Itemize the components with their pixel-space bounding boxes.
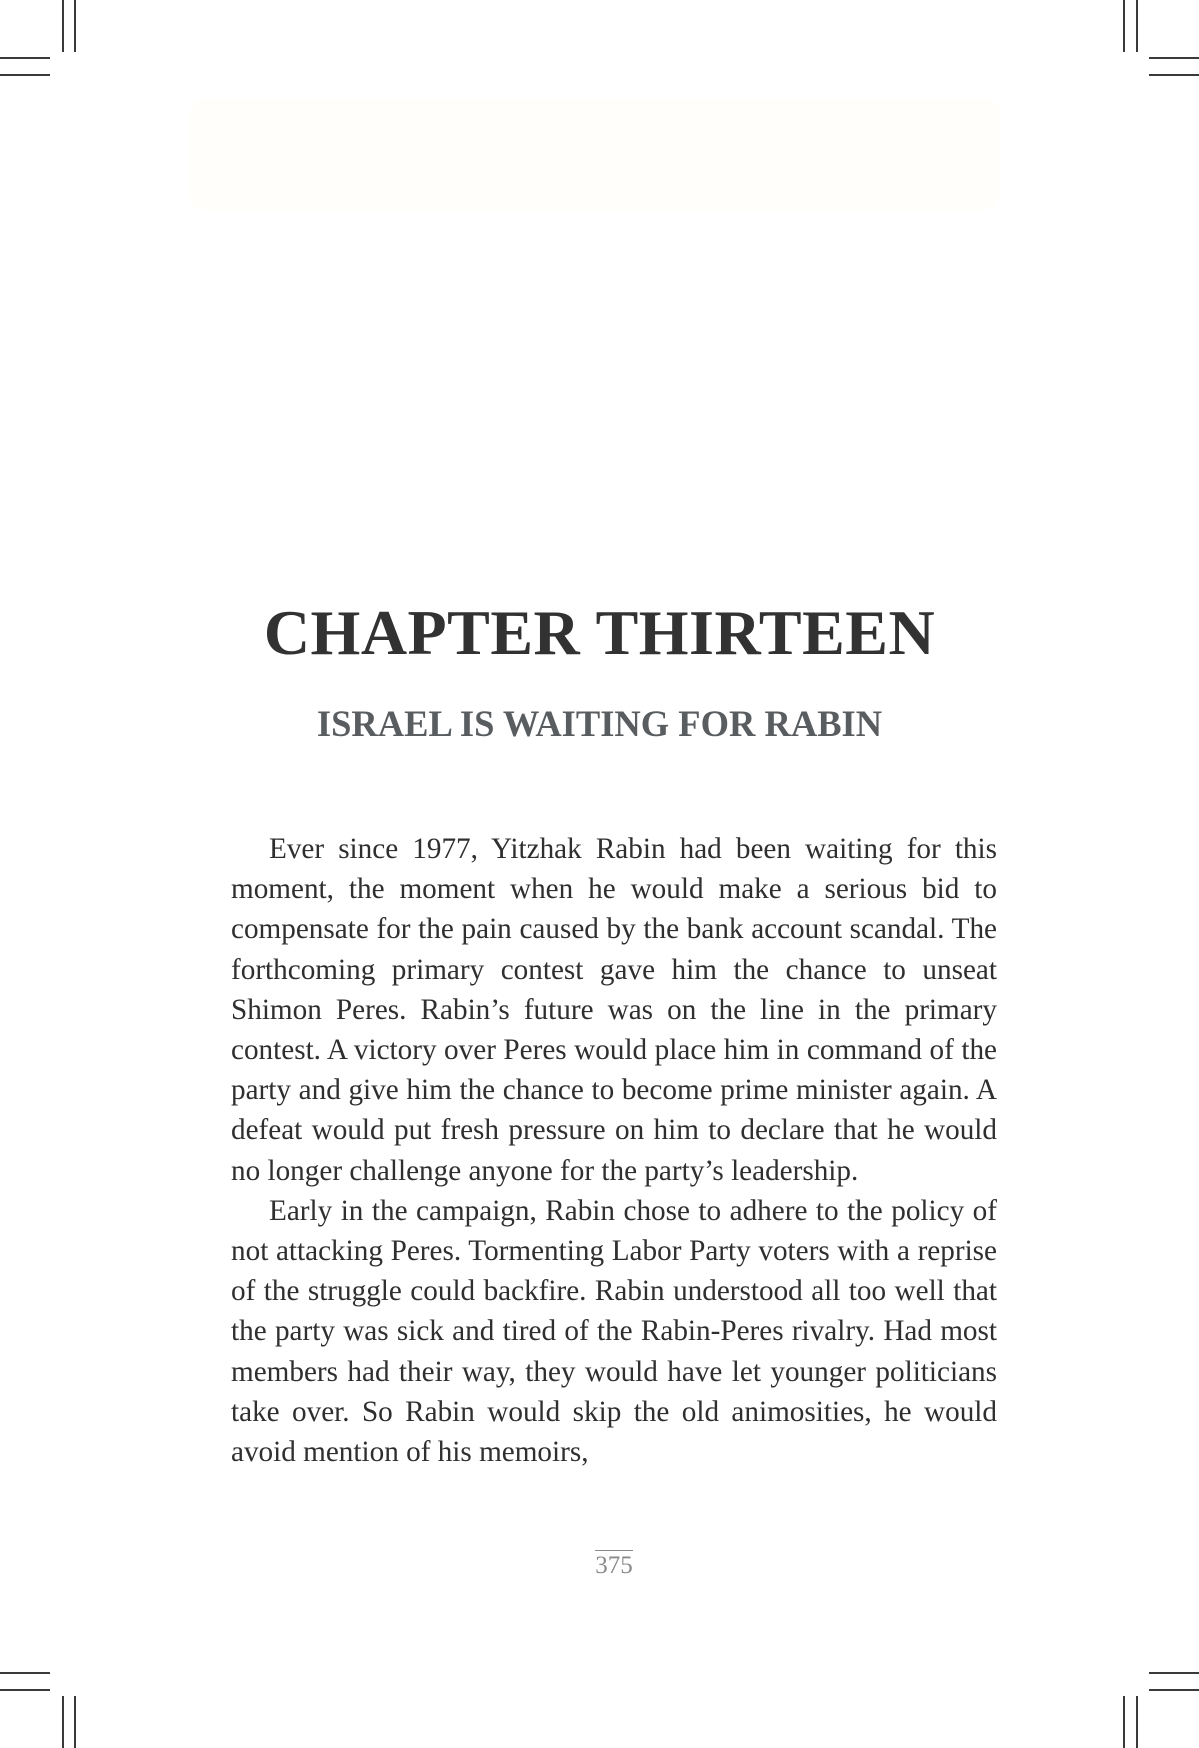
- header-background-band: [190, 98, 1000, 210]
- crop-mark-top-right-horizontal-1: [1149, 57, 1199, 59]
- chapter-subtitle: ISRAEL IS WAITING FOR RABIN: [316, 703, 883, 744]
- crop-mark-top-left-horizontal-1: [0, 57, 50, 59]
- chapter-title: CHAPTER THIRTEEN: [263, 597, 936, 668]
- crop-mark-bottom-right-vertical-1: [1123, 1696, 1125, 1748]
- crop-mark-top-right-vertical-2: [1136, 0, 1138, 52]
- crop-mark-top-right-horizontal-2: [1149, 74, 1199, 76]
- crop-mark-top-left-vertical-1: [62, 0, 64, 52]
- crop-mark-bottom-left-vertical-1: [62, 1696, 64, 1748]
- crop-mark-bottom-left-vertical-2: [74, 1696, 76, 1748]
- crop-mark-bottom-right-horizontal-1: [1149, 1672, 1199, 1674]
- crop-mark-top-left-horizontal-2: [0, 74, 50, 76]
- crop-mark-bottom-left-horizontal-1: [0, 1672, 50, 1674]
- body-paragraph-1: Ever since 1977, Yitzhak Rabin had been waiting for this moment, the moment when he would make a serious bid to compensate for the pain caused by the bank account scandal. The forthcoming primary contest gave him the chance to unseat Shimon Peres. Rabin’s future was on the line in the primary contest. A victory over Peres would place him in command of the party and give him the chance to become prime minister again. A defeat would put fresh pressure on him to declare that he would no longer challenge anyone for the party’s leadership.: [231, 833, 997, 1187]
- crop-mark-top-right-vertical-1: [1123, 0, 1125, 52]
- page-number-label: 375: [595, 1552, 633, 1579]
- crop-mark-bottom-left-horizontal-2: [0, 1689, 50, 1691]
- body-paragraph-2: Early in the campaign, Rabin chose to adhere to the policy of not attacking Peres. Tormenting Labor Party voters with a reprise of the struggle could backfire. Rabin understood all too well that the party was sick and tired of the Rabin-Peres rivalry. Had most members had their way, they would have let younger politicians take over. So Rabin would skip the old animosities, he would avoid mention of his memoirs,: [231, 1194, 997, 1469]
- crop-mark-bottom-right-horizontal-2: [1149, 1689, 1199, 1691]
- body-text: [231, 829, 997, 1472]
- page-number: [0, 1550, 1199, 1581]
- crop-mark-bottom-right-vertical-2: [1136, 1696, 1138, 1748]
- crop-mark-top-left-vertical-2: [74, 0, 76, 52]
